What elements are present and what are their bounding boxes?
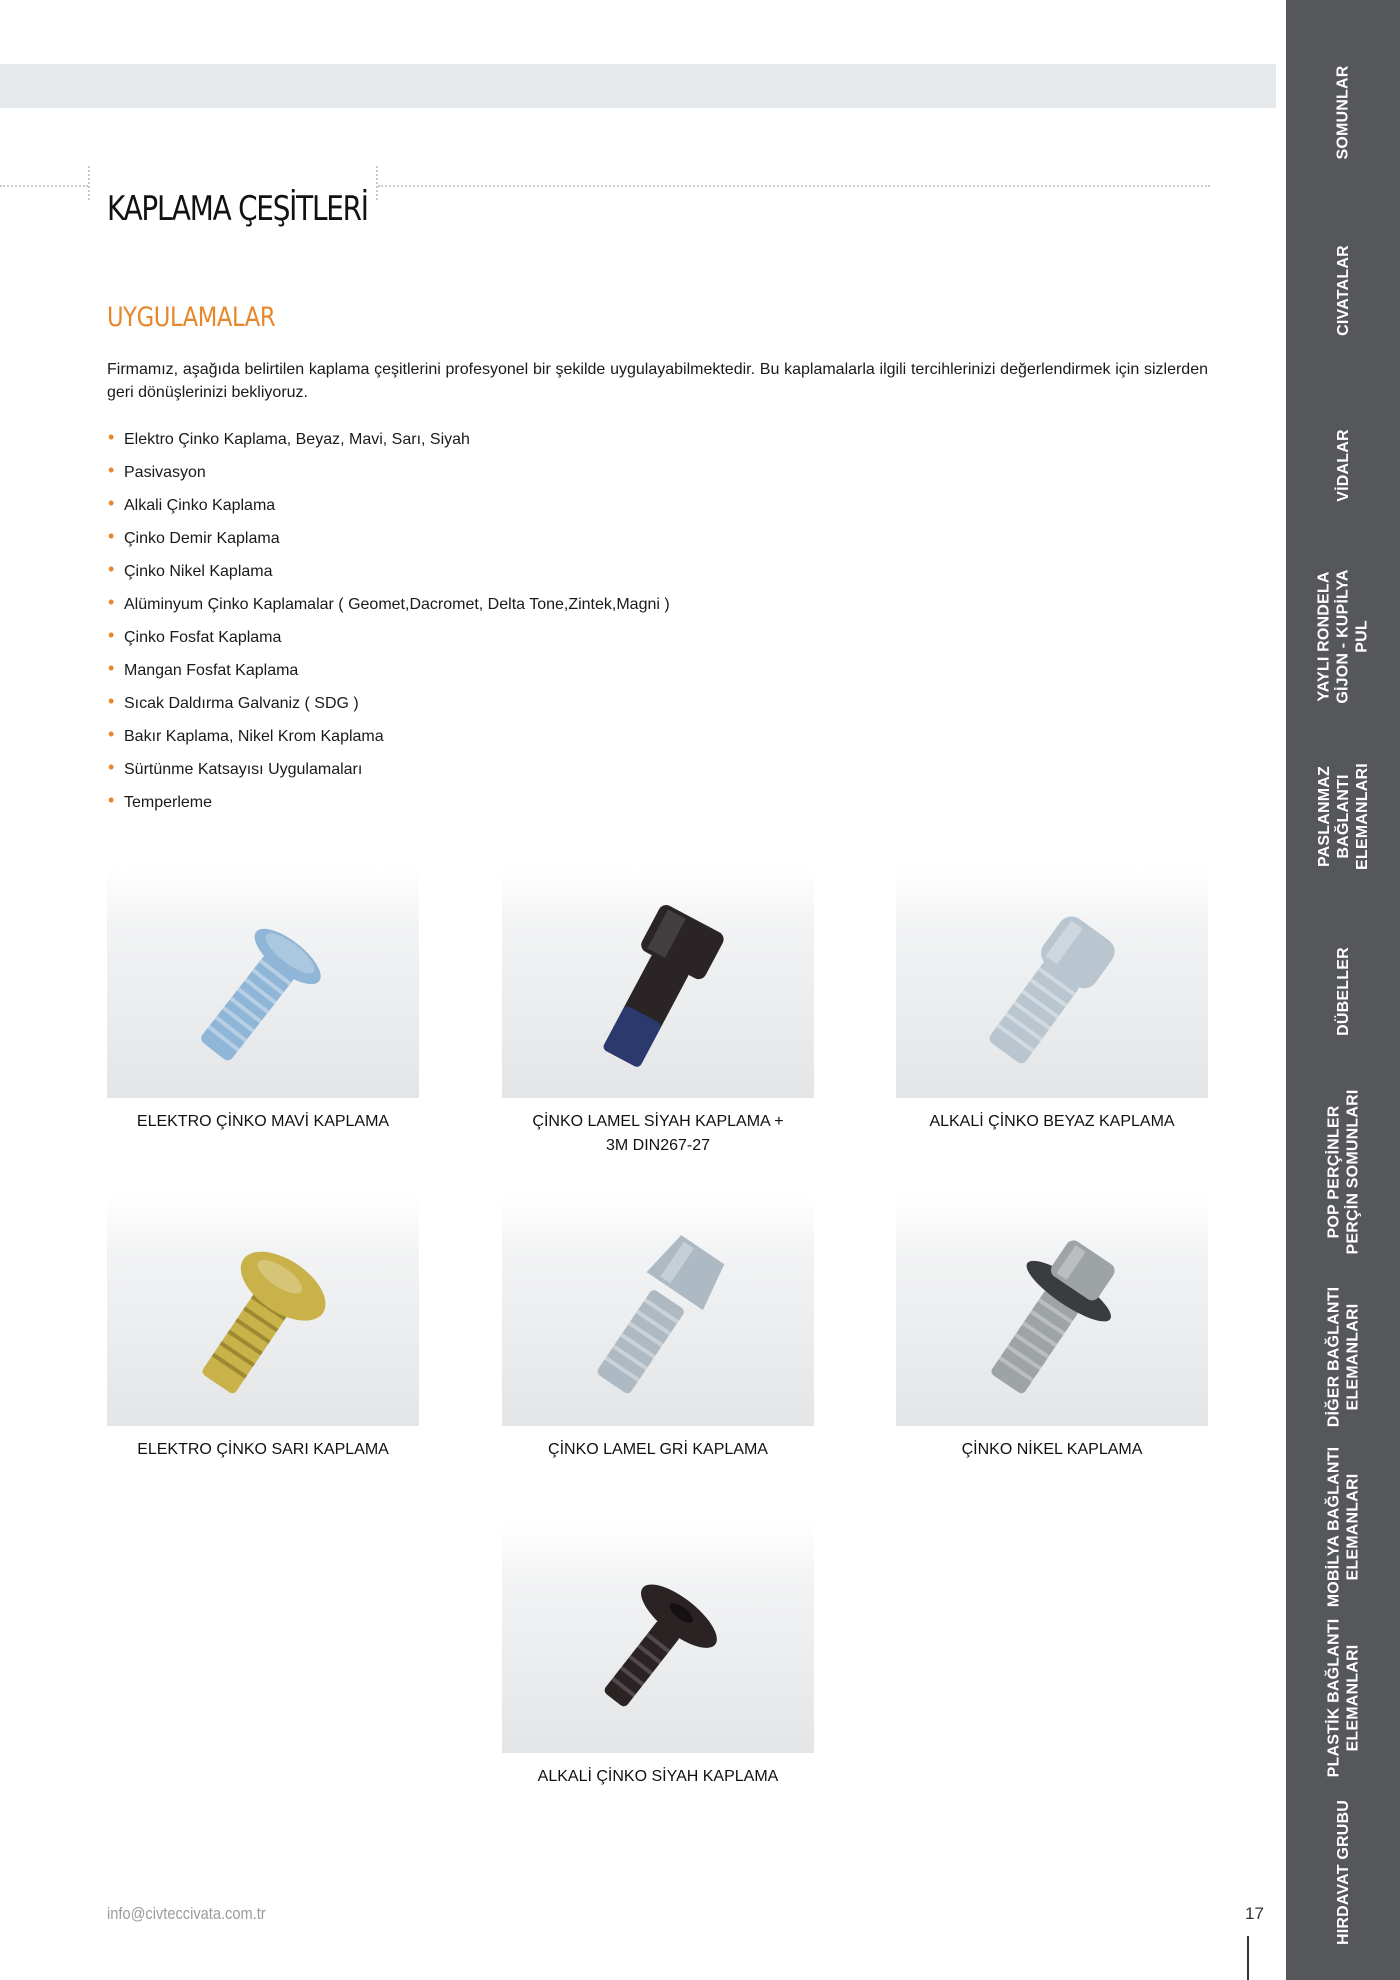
bullet-icon: • [108,592,115,612]
list-item [107,494,670,527]
bullet-icon: • [108,493,115,513]
sidebar-item-label: SOMUNLAR [1334,64,1352,160]
bolt-photo [896,1196,1208,1426]
list-item [107,560,670,593]
title-row [0,168,1210,229]
footer-email-link[interactable]: info@civteccivata.com.tr [107,1904,266,1923]
product-caption [896,1438,1208,1462]
sidebar-item-somunlar[interactable] [1286,22,1400,202]
sidebar-item-diger-baglanti[interactable] [1286,1272,1400,1442]
sidebar-item-dubeller[interactable] [1286,910,1400,1072]
caption-line: ÇİNKO LAMEL SİYAH KAPLAMA + [532,1113,784,1130]
product-card [107,868,419,1134]
list-item [107,428,670,461]
title-rule-right [378,185,1210,187]
bolt-photo [896,868,1208,1098]
bolt-icon [896,1196,1208,1426]
bolt-graphic [965,1225,1136,1412]
sidebar-item-pop-percinler[interactable] [1286,1072,1400,1272]
sidebar-item-plastik-baglanti[interactable] [1286,1612,1400,1784]
list-item-label: Elektro Çinko Kaplama, Beyaz, Mavi, Sarı, Siyah [124,431,470,448]
category-sidebar [1286,0,1400,1980]
bolt-icon [107,1196,419,1426]
header-band [0,64,1276,108]
sidebar-item-label: DÜBELLER [1334,946,1352,1036]
product-card [896,1196,1208,1462]
caption-line: 3M DIN267-27 [605,1137,711,1154]
bolt-photo [107,868,419,1098]
list-item [107,758,670,791]
product-caption [502,1765,814,1789]
bolt-icon [502,868,814,1098]
sidebar-item-label: VİDALAR [1334,428,1352,502]
title-rule-tick [88,166,90,200]
sidebar-item-mobilya-baglanti[interactable] [1286,1442,1400,1612]
bolt-icon [502,1196,814,1426]
list-item-label: Alkali Çinko Kaplama [124,497,276,514]
list-item-label: Çinko Fosfat Kaplama [124,629,282,646]
caption-line: ELEKTRO ÇİNKO SARI KAPLAMA [137,1441,389,1458]
list-item [107,725,670,758]
bolt-photo [502,868,814,1098]
list-item-label: Temperleme [124,794,213,811]
sidebar-item-civatalar[interactable] [1286,200,1400,380]
sidebar-item-label: HIRDAVAT GRUBU [1334,1799,1352,1945]
page-number-rule [1247,1936,1249,1980]
product-card [107,1196,419,1462]
coating-list [107,428,670,824]
list-item [107,692,670,725]
bolt-icon [107,868,419,1098]
list-item [107,527,670,560]
title-rule-left [0,185,88,187]
bolt-graphic [979,911,1120,1072]
product-card [502,1196,814,1462]
list-item-label: Sürtünme Katsayısı Uygulamaları [124,761,363,778]
bolt-shank [596,1288,686,1395]
bolt-photo [107,1196,419,1426]
list-item [107,461,670,494]
bullet-icon: • [108,691,115,711]
sidebar-item-label: YAYLI RONDELA GİJON - KUPİLYA PUL [1315,568,1371,704]
caption-line: ÇİNKO LAMEL GRİ KAPLAMA [548,1441,768,1458]
list-item [107,593,670,626]
sidebar-item-hirdavat-grubu[interactable] [1286,1784,1400,1960]
bolt-photo [502,1523,814,1753]
list-item-label: Bakır Kaplama, Nikel Krom Kaplama [124,728,384,745]
caption-line: ALKALİ ÇİNKO SİYAH KAPLAMA [537,1768,779,1785]
bolt-graphic [177,1238,337,1411]
intro-paragraph: Firmamız, aşağıda belirtilen kaplama çeşitlerini profesyonel bir şekilde uygulayabilmektedir. Bu kaplamalarla ilgili tercihlerinizi değerlendirmek için sizlerden geri dönüşlerinizi bekliyoruz. [107,361,1208,401]
sidebar-item-label: DİĞER BAĞLANTI ELEMANLARI [1325,1286,1362,1428]
bullet-icon: • [108,790,115,810]
list-item-label: Mangan Fosfat Kaplama [124,662,299,679]
list-item-label: Çinko Demir Kaplama [124,530,280,547]
bolt-graphic [577,1574,726,1728]
product-caption [896,1110,1208,1134]
list-item-label: Pasivasyon [124,464,206,481]
bullet-icon: • [108,460,115,480]
bullet-icon: • [108,427,115,447]
caption-line: ALKALİ ÇİNKO BEYAZ KAPLAMA [929,1113,1175,1130]
bolt-graphic [584,1231,731,1403]
product-card [502,868,814,1158]
product-caption [502,1110,814,1158]
sidebar-item-label: CIVATALAR [1334,244,1352,336]
product-caption [107,1438,419,1462]
bullet-icon: • [108,559,115,579]
bolt-graphic [182,919,329,1075]
bullet-icon: • [108,625,115,645]
bullet-icon: • [108,757,115,777]
sidebar-item-label: PASLANMAZ BAĞLANTI ELEMANLARI [1315,762,1371,870]
sidebar-item-label: PLASTİK BAĞLANTI ELEMANLARI [1325,1618,1361,1778]
list-item [107,626,670,659]
bullet-icon: • [108,658,115,678]
sidebar-item-label: MOBİLYA BAĞLANTI ELEMANLARI [1325,1446,1362,1608]
caption-line: ELEKTRO ÇİNKO MAVİ KAPLAMA [136,1113,390,1130]
product-card [502,1523,814,1789]
sidebar-item-yayli-rondela[interactable] [1286,550,1400,722]
bullet-icon: • [108,724,115,744]
page-number: 17 [1245,1904,1264,1923]
caption-line: ÇİNKO NİKEL KAPLAMA [961,1441,1143,1458]
list-item [107,659,670,692]
list-item [107,791,670,824]
page-title: KAPLAMA ÇEŞİTLERİ [107,188,368,229]
list-item-label: Çinko Nikel Kaplama [124,563,273,580]
product-card [896,868,1208,1134]
list-item-label: Sıcak Daldırma Galvaniz ( SDG ) [124,695,359,712]
section-title: UYGULAMALAR [107,302,276,333]
sidebar-item-vidalar[interactable] [1286,380,1400,550]
bolt-photo [502,1196,814,1426]
list-item-label: Alüminyum Çinko Kaplamalar ( Geomet,Dacromet, Delta Tone,Zintek,Magni ) [124,596,670,613]
product-caption [107,1110,419,1134]
sidebar-item-label: POP PERÇİNLER PERÇİN SOMUNLARI [1325,1089,1362,1255]
sidebar-item-paslanmaz[interactable] [1286,722,1400,910]
title-rule-tick [376,166,378,200]
product-caption [502,1438,814,1462]
bullet-icon: • [108,526,115,546]
bolt-icon [896,868,1208,1098]
bolt-graphic [589,902,727,1075]
bolt-icon [502,1523,814,1753]
